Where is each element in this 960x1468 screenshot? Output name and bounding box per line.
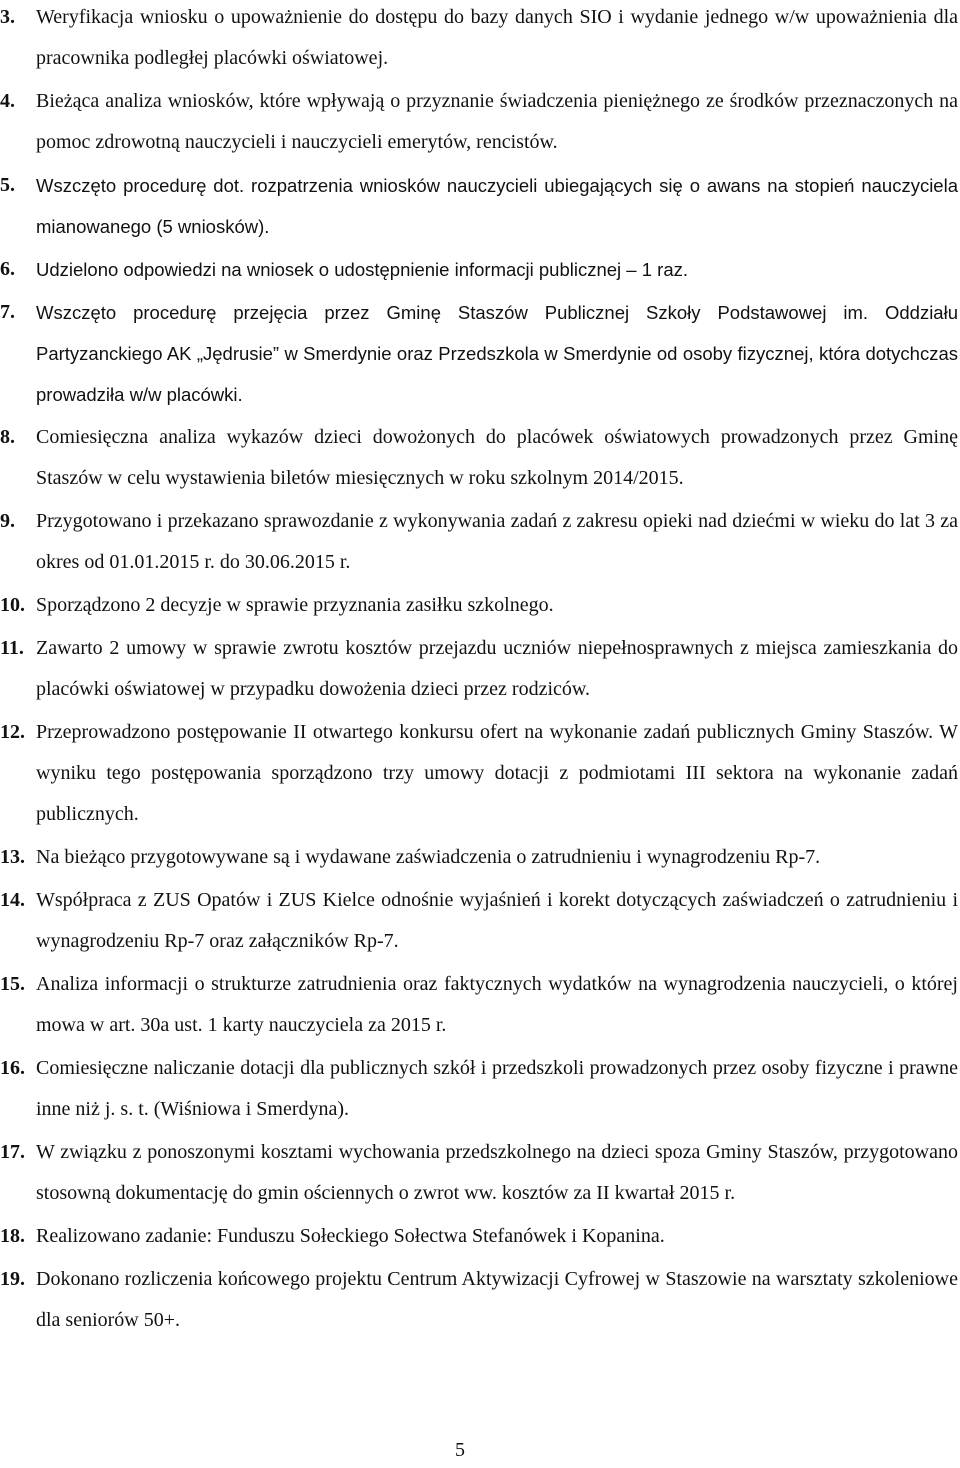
page-number: 5 — [455, 1439, 465, 1461]
item-number: 4. — [0, 90, 15, 112]
item-number: 8. — [0, 426, 15, 448]
list-item — [0, 628, 958, 710]
item-number: 10. — [0, 594, 25, 616]
item-text: Sporządzono 2 decyzje w sprawie przyznania zasiłku szkolnego. — [36, 594, 554, 616]
item-text: Analiza informacji o strukturze zatrudnienia oraz faktycznych wydatków na wynagrodzenia nauczycieli, o której mowa w art. 30a ust. 1 karty nauczyciela za 2015 r. — [36, 973, 958, 1036]
list-item — [0, 81, 958, 163]
item-text: Wszczęto procedurę przejęcia przez Gminę Staszów Publicznej Szkoły Podstawowej im. Oddziału Partyzanckiego AK „Jędrusie” w Smerdynie oraz Przedszkola w Smerdynie od osoby fizycznej, która dotychczas prowadziła w/w placówki. — [36, 302, 958, 405]
item-number: 19. — [0, 1268, 25, 1290]
item-number: 12. — [0, 721, 25, 743]
item-number: 15. — [0, 973, 25, 995]
list-item — [0, 1259, 958, 1341]
list-item — [0, 837, 958, 878]
item-text: Comiesięczne naliczanie dotacji dla publicznych szkół i przedszkoli prowadzonych przez osoby fizyczne i prawne inne niż j. s. t. (Wiśniowa i Smerdyna). — [36, 1057, 958, 1120]
item-text: Wszczęto procedurę dot. rozpatrzenia wniosków nauczycieli ubiegających się o awans na stopień nauczyciela mianowanego (5 wniosków). — [36, 175, 958, 237]
list-item — [0, 417, 958, 499]
item-text: Comiesięczna analiza wykazów dzieci dowożonych do placówek oświatowych prowadzonych przez Gminę Staszów w celu wystawienia biletów miesięcznych w roku szkolnym 2014/2015. — [36, 426, 958, 489]
item-text: Dokonano rozliczenia końcowego projektu Centrum Aktywizacji Cyfrowej w Staszowie na warsztaty szkoleniowe dla seniorów 50+. — [36, 1268, 958, 1331]
item-number: 18. — [0, 1225, 25, 1247]
item-number: 3. — [0, 6, 15, 28]
item-text: Weryfikacja wniosku o upoważnienie do dostępu do bazy danych SIO i wydanie jednego w/w upoważnienia dla pracownika podległej placówki oświatowej. — [36, 6, 958, 69]
list-item — [0, 964, 958, 1046]
item-text: Przygotowano i przekazano sprawozdanie z wykonywania zadań z zakresu opieki nad dziećmi w wieku do lat 3 za okres od 01.01.2015 r. do 30.06.2015 r. — [36, 510, 958, 573]
item-number: 6. — [0, 258, 15, 280]
list-item — [0, 501, 958, 583]
list-item — [0, 585, 958, 626]
item-number: 16. — [0, 1057, 25, 1079]
list-item — [0, 292, 958, 415]
item-number: 5. — [0, 174, 15, 196]
list-item — [0, 249, 958, 290]
list-item — [0, 1048, 958, 1130]
list-item — [0, 165, 958, 247]
list-item — [0, 0, 958, 79]
item-text: Przeprowadzono postępowanie II otwartego konkursu ofert na wykonanie zadań publicznych Gminy Staszów. W wyniku tego postępowania sporządzono trzy umowy dotacji z podmiotami III sektora na wykonanie zadań publicznych. — [36, 721, 958, 825]
item-number: 11. — [0, 637, 24, 659]
item-text: W związku z ponoszonymi kosztami wychowania przedszkolnego na dzieci spoza Gminy Staszów, przygotowano stosowną dokumentację do gmin ościennych o zwrot ww. kosztów za II kwartał 2015 r. — [36, 1141, 958, 1204]
list-item — [0, 1132, 958, 1214]
item-text: Udzielono odpowiedzi na wniosek o udostępnienie informacji publicznej – 1 raz. — [36, 259, 688, 280]
item-number: 9. — [0, 510, 15, 532]
item-text: Współpraca z ZUS Opatów i ZUS Kielce odnośnie wyjaśnień i korekt dotyczących zaświadczeń o zatrudnieniu i wynagrodzeniu Rp-7 oraz załączników Rp-7. — [36, 889, 958, 952]
list-item — [0, 880, 958, 962]
item-text: Realizowano zadanie: Funduszu Sołeckiego Sołectwa Stefanówek i Kopanina. — [36, 1225, 665, 1247]
item-text: Bieżąca analiza wniosków, które wpływają o przyznanie świadczenia pieniężnego ze środków przeznaczonych na pomoc zdrowotną nauczycieli i nauczycieli emerytów, rencistów. — [36, 90, 958, 153]
item-number: 14. — [0, 889, 25, 911]
item-text: Zawarto 2 umowy w sprawie zwrotu kosztów przejazdu uczniów niepełnosprawnych z miejsca zamieszkania do placówki oświatowej w przypadku dowożenia dzieci przez rodziców. — [36, 637, 958, 700]
list-item — [0, 1216, 958, 1257]
list-item — [0, 712, 958, 835]
item-number: 7. — [0, 301, 15, 323]
item-number: 17. — [0, 1141, 25, 1163]
item-text: Na bieżąco przygotowywane są i wydawane zaświadczenia o zatrudnieniu i wynagrodzeniu Rp-7. — [36, 846, 821, 868]
item-number: 13. — [0, 846, 25, 868]
